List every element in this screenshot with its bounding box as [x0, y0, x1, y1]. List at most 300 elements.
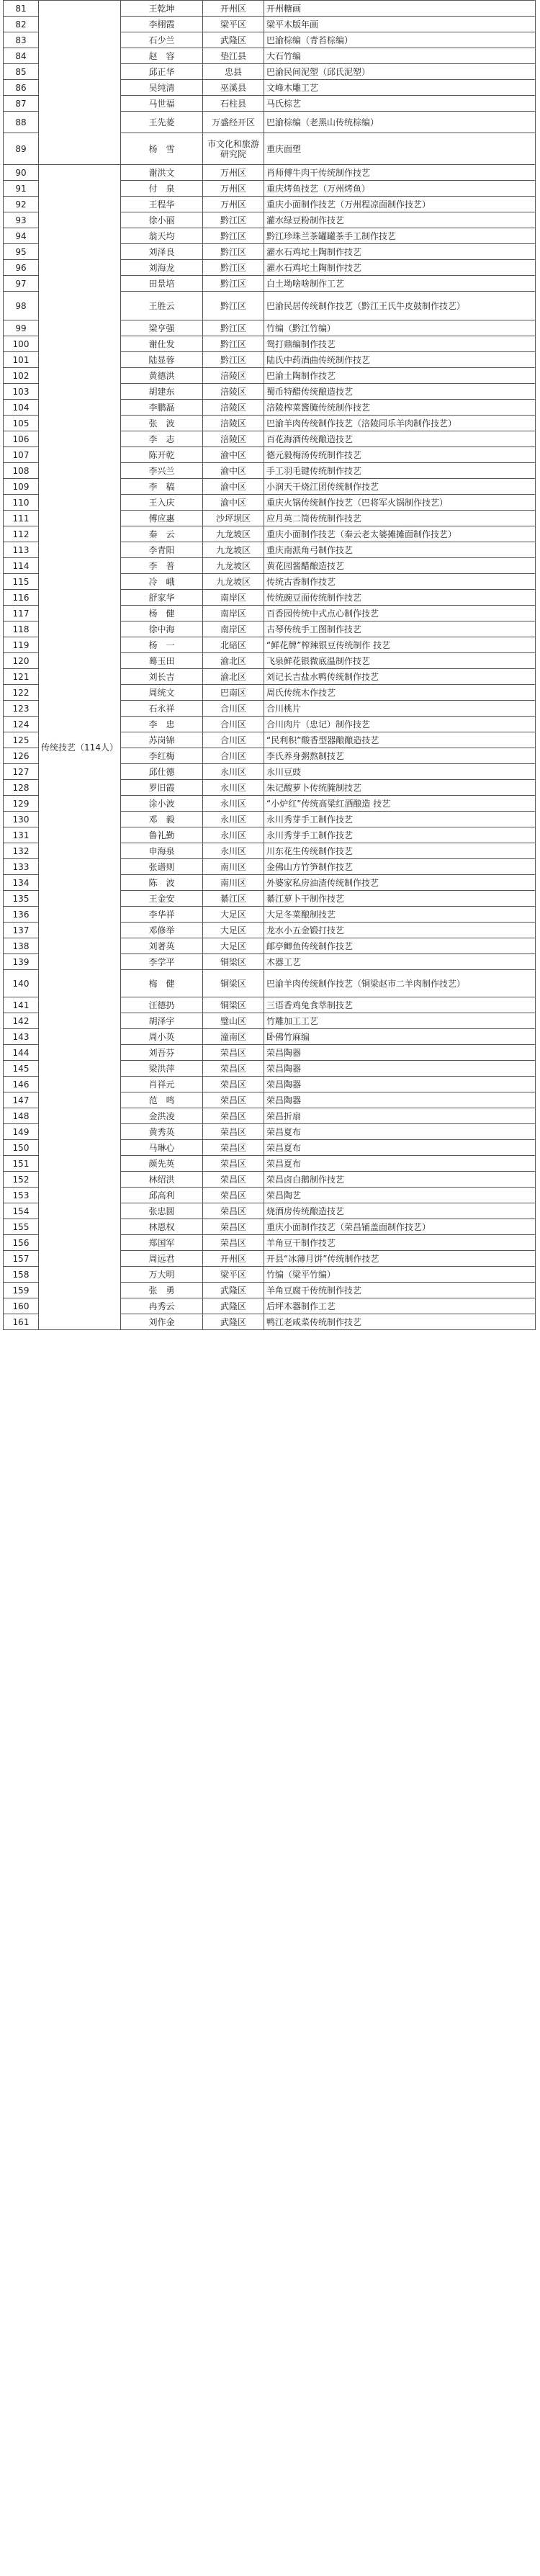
row-number: 148 — [4, 1108, 39, 1124]
row-number: 114 — [4, 558, 39, 574]
row-number: 125 — [4, 732, 39, 748]
project-cell: 小润天干烧江团传统制作技艺 — [264, 479, 536, 495]
inheritor-name-text: 胡泽宇 — [148, 1015, 175, 1026]
inheritor-name — [121, 1314, 203, 1330]
project-cell: 烧酒房传统酿造技艺 — [264, 1203, 536, 1219]
inheritor-name-text: 梁亨强 — [148, 323, 175, 333]
project-cell: 三语香鸡兔食萃制技艺 — [264, 997, 536, 1013]
row-number: 128 — [4, 780, 39, 796]
region-cell: 梁平区 — [203, 1267, 264, 1283]
row-number: 113 — [4, 542, 39, 558]
inheritor-name — [121, 938, 203, 954]
row-number: 91 — [4, 181, 39, 197]
project-cell: 荣昌夏布 — [264, 1140, 536, 1156]
region-cell: 巫溪县 — [203, 80, 264, 96]
region-cell: 大足区 — [203, 923, 264, 938]
row-number: 131 — [4, 827, 39, 843]
region-cell: 忠县 — [203, 64, 264, 80]
project-cell: 黄花园酱醋酿造技艺 — [264, 558, 536, 574]
project-cell: 手工羽毛键传统制作技艺 — [264, 463, 536, 479]
inheritor-name — [121, 526, 203, 542]
row-number: 126 — [4, 748, 39, 764]
inheritor-name-text: 周远君 — [148, 1253, 175, 1264]
region-cell: 铜梁区 — [203, 954, 264, 970]
project-cell: 合川肉片（忠记）制作技艺 — [264, 717, 536, 732]
inheritor-name — [121, 875, 203, 891]
heritage-inheritor-table — [3, 0, 536, 1330]
inheritor-name — [121, 653, 203, 669]
row-number: 103 — [4, 384, 39, 400]
project-cell: 巴渝羊肉传统制作技艺（铜梁赵市二羊肉制作技艺） — [264, 970, 536, 997]
row-number: 117 — [4, 606, 39, 621]
project-cell: 灌水绿豆粉制作技艺 — [264, 212, 536, 228]
region-cell: 黔江区 — [203, 276, 264, 292]
row-number: 111 — [4, 511, 39, 526]
inheritor-name-text: 翁天均 — [148, 230, 175, 241]
inheritor-name — [121, 1013, 203, 1029]
project-cell: 百花海酒传统酿造技艺 — [264, 431, 536, 447]
region-cell: 铜梁区 — [203, 997, 264, 1013]
project-cell: 陆氏中药酒曲传统制作技艺 — [264, 352, 536, 368]
inheritor-name-text: 李兴兰 — [148, 465, 175, 476]
region-cell: 合川区 — [203, 701, 264, 717]
region-cell: 九龙坡区 — [203, 542, 264, 558]
row-number: 156 — [4, 1235, 39, 1251]
region-cell: 北碚区 — [203, 637, 264, 653]
region-cell: 荣昌区 — [203, 1203, 264, 1219]
row-number: 115 — [4, 574, 39, 590]
row-number: 138 — [4, 938, 39, 954]
region-cell: 荣昌区 — [203, 1108, 264, 1124]
region-cell: 渝中区 — [203, 463, 264, 479]
project-cell: 濯水石鸡坨土陶制作技艺 — [264, 244, 536, 260]
inheritor-name — [121, 276, 203, 292]
project-cell: 大石竹编 — [264, 48, 536, 64]
project-cell: 传统古香制作技艺 — [264, 574, 536, 590]
row-number: 110 — [4, 495, 39, 511]
region-cell: 黔江区 — [203, 212, 264, 228]
row-number: 116 — [4, 590, 39, 606]
project-cell: 巴渝羊肉传统制作技艺（涪陵同乐羊肉制作技艺） — [264, 416, 536, 431]
inheritor-name — [121, 431, 203, 447]
row-number: 119 — [4, 637, 39, 653]
inheritor-name-text: 邓修举 — [148, 925, 175, 935]
row-number: 88 — [4, 112, 39, 133]
inheritor-name — [121, 495, 203, 511]
inheritor-name-text: 刘作金 — [148, 1316, 175, 1327]
row-number: 122 — [4, 685, 39, 701]
row-number: 144 — [4, 1045, 39, 1061]
row-number: 124 — [4, 717, 39, 732]
inheritor-name — [121, 748, 203, 764]
inheritor-name — [121, 511, 203, 526]
row-number: 95 — [4, 244, 39, 260]
project-cell: 外婆家私房油渣传统制作技艺 — [264, 875, 536, 891]
inheritor-name-text: 金洪凌 — [148, 1110, 175, 1121]
row-number: 154 — [4, 1203, 39, 1219]
region-cell: 渝北区 — [203, 653, 264, 669]
inheritor-name — [121, 352, 203, 368]
project-cell: 永川秀芽手工制作技艺 — [264, 812, 536, 827]
project-cell: 竹编（梁平竹编） — [264, 1267, 536, 1283]
inheritor-name-text: 李红梅 — [148, 750, 175, 761]
inheritor-name — [121, 1172, 203, 1188]
inheritor-name — [121, 48, 203, 64]
inheritor-name — [121, 997, 203, 1013]
project-cell: 刘记长吉盐水鸭传统制作技艺 — [264, 669, 536, 685]
inheritor-name-text: 万大明 — [148, 1269, 175, 1280]
region-cell: 涪陵区 — [203, 368, 264, 384]
inheritor-name-text: 范 鸣 — [148, 1095, 175, 1105]
row-number: 96 — [4, 260, 39, 276]
region-cell: 荣昌区 — [203, 1140, 264, 1156]
inheritor-name-text: 张 波 — [148, 418, 175, 428]
project-cell: 金佛山方竹笋制作技艺 — [264, 859, 536, 875]
inheritor-name-text: 周小英 — [148, 1031, 175, 1042]
inheritor-name — [121, 1, 203, 17]
region-cell: 永川区 — [203, 764, 264, 780]
table-row — [4, 1, 536, 17]
inheritor-name — [121, 970, 203, 997]
project-cell: 羊角豆腐干传统制作技艺 — [264, 1283, 536, 1298]
inheritor-name-text: 苏岗锦 — [148, 735, 175, 745]
region-cell: 荣昌区 — [203, 1156, 264, 1172]
category-cell: 传统技艺（114人） — [39, 165, 121, 1330]
region-cell: 渝中区 — [203, 447, 264, 463]
inheritor-name-text: 邱高利 — [148, 1190, 175, 1201]
inheritor-name — [121, 17, 203, 32]
inheritor-name-text: 陈开乾 — [148, 449, 175, 460]
inheritor-name — [121, 717, 203, 732]
region-cell: 荣昌区 — [203, 1077, 264, 1092]
row-number: 161 — [4, 1314, 39, 1330]
region-cell: 潼南区 — [203, 1029, 264, 1045]
inheritor-name-text: 李 稿 — [148, 481, 175, 492]
row-number: 136 — [4, 907, 39, 923]
row-number: 155 — [4, 1219, 39, 1235]
project-cell: 巴渝棕编（老黑山传统棕编） — [264, 112, 536, 133]
inheritor-name-text: 周统文 — [148, 687, 175, 698]
project-cell: “鲜花牌”榨辣银豆传统制作 技艺 — [264, 637, 536, 653]
region-cell: 万州区 — [203, 165, 264, 181]
inheritor-name — [121, 1283, 203, 1298]
inheritor-name — [121, 1045, 203, 1061]
region-cell: 梁平区 — [203, 17, 264, 32]
region-cell: 荣昌区 — [203, 1235, 264, 1251]
inheritor-name-text: 马琳心 — [148, 1142, 175, 1153]
project-cell: 荣昌陶器 — [264, 1077, 536, 1092]
inheritor-name — [121, 1219, 203, 1235]
project-cell: 荣昌折扇 — [264, 1108, 536, 1124]
region-cell: 万州区 — [203, 181, 264, 197]
project-cell: 荣昌陶艺 — [264, 1188, 536, 1203]
inheritor-name — [121, 181, 203, 197]
inheritor-name — [121, 336, 203, 352]
inheritor-name-text: 涂小波 — [148, 798, 175, 809]
row-number: 142 — [4, 1013, 39, 1029]
inheritor-name — [121, 165, 203, 181]
inheritor-name-text: 石永祥 — [148, 703, 175, 714]
project-cell: 竹编（黔江竹编） — [264, 320, 536, 336]
row-number: 143 — [4, 1029, 39, 1045]
project-cell: 蜀币特醋传统酿造技艺 — [264, 384, 536, 400]
row-number: 160 — [4, 1298, 39, 1314]
region-cell: 黔江区 — [203, 320, 264, 336]
project-cell: 龙水小五金锻打技艺 — [264, 923, 536, 938]
inheritor-name-text: 王乾坤 — [148, 3, 175, 14]
inheritor-name — [121, 827, 203, 843]
project-cell: 邮亭鲫鱼传统制作技艺 — [264, 938, 536, 954]
inheritor-name-text: 王胜云 — [148, 300, 175, 311]
region-cell: 永川区 — [203, 812, 264, 827]
region-cell: 涪陵区 — [203, 400, 264, 416]
inheritor-name-text: 胡建东 — [148, 386, 175, 397]
region-cell: 九龙坡区 — [203, 558, 264, 574]
inheritor-name-text: 王金安 — [148, 893, 175, 904]
region-cell: 永川区 — [203, 780, 264, 796]
inheritor-name-text: 冷 峨 — [148, 576, 175, 587]
inheritor-name — [121, 796, 203, 812]
region-cell: 涪陵区 — [203, 384, 264, 400]
inheritor-name — [121, 780, 203, 796]
inheritor-name-text: 李 普 — [148, 560, 175, 571]
project-cell: 德元毅梅汤传统制作技艺 — [264, 447, 536, 463]
project-cell: 荣昌陶器 — [264, 1061, 536, 1077]
inheritor-name — [121, 400, 203, 416]
project-cell: 重庆烤鱼技艺（万州烤鱼） — [264, 181, 536, 197]
inheritor-name — [121, 133, 203, 165]
row-number: 81 — [4, 1, 39, 17]
region-cell: 永川区 — [203, 796, 264, 812]
inheritor-name — [121, 1124, 203, 1140]
inheritor-name — [121, 320, 203, 336]
inheritor-name-text: 王先菱 — [148, 117, 175, 127]
inheritor-name — [121, 1061, 203, 1077]
region-cell: 涪陵区 — [203, 416, 264, 431]
project-cell: 重庆小面制作技艺（万州程凉面制作技艺） — [264, 197, 536, 212]
row-number: 105 — [4, 416, 39, 431]
row-number: 123 — [4, 701, 39, 717]
inheritor-name-text: 李青阳 — [148, 544, 175, 555]
inheritor-name-text: 李栩霞 — [148, 19, 175, 30]
inheritor-name — [121, 228, 203, 244]
inheritor-name — [121, 701, 203, 717]
project-cell: 飞泉鲜花银微底温制作技艺 — [264, 653, 536, 669]
region-cell: 市文化和旅游研究院 — [203, 133, 264, 165]
inheritor-name-text: 李鹏磊 — [148, 402, 175, 413]
row-number: 112 — [4, 526, 39, 542]
inheritor-name-text: 邓 毅 — [148, 814, 175, 825]
inheritor-name-text: 付 泉 — [148, 183, 175, 194]
inheritor-name — [121, 112, 203, 133]
row-number: 94 — [4, 228, 39, 244]
inheritor-name — [121, 197, 203, 212]
inheritor-name-text: 秦 云 — [148, 529, 175, 539]
region-cell: 永川区 — [203, 843, 264, 859]
inheritor-name-text: 李华祥 — [148, 909, 175, 920]
row-number: 151 — [4, 1156, 39, 1172]
inheritor-name-text: 汪德扔 — [148, 1000, 175, 1010]
inheritor-name — [121, 732, 203, 748]
region-cell: 南岸区 — [203, 621, 264, 637]
row-number: 140 — [4, 970, 39, 997]
inheritor-name-text: 田景培 — [148, 278, 175, 289]
inheritor-name-text: 郑国军 — [148, 1237, 175, 1248]
region-cell: 合川区 — [203, 732, 264, 748]
inheritor-name-text: 颜先英 — [148, 1158, 175, 1169]
project-cell: 李氏养身粥熬制技艺 — [264, 748, 536, 764]
row-number: 127 — [4, 764, 39, 780]
inheritor-name — [121, 923, 203, 938]
inheritor-name-text: 刘长吉 — [148, 671, 175, 682]
region-cell: 九龙坡区 — [203, 526, 264, 542]
row-number: 101 — [4, 352, 39, 368]
inheritor-name-text: 罗旧霞 — [148, 782, 175, 793]
region-cell: 九龙坡区 — [203, 574, 264, 590]
inheritor-name — [121, 1077, 203, 1092]
region-cell: 大足区 — [203, 938, 264, 954]
inheritor-name-text: 鲁礼勤 — [148, 830, 175, 840]
row-number: 118 — [4, 621, 39, 637]
project-cell: 巴渝棕编（青苔棕编） — [264, 32, 536, 48]
inheritor-name — [121, 1140, 203, 1156]
project-cell: 重庆小面制作技艺（荣昌铺盖面制作技艺） — [264, 1219, 536, 1235]
region-cell: 璧山区 — [203, 1013, 264, 1029]
inheritor-name-text: 黄德洪 — [148, 370, 175, 381]
row-number: 133 — [4, 859, 39, 875]
inheritor-name — [121, 1298, 203, 1314]
inheritor-name-text: 邱正华 — [148, 66, 175, 77]
inheritor-name-text: 徐中海 — [148, 624, 175, 634]
inheritor-name-text: 申海泉 — [148, 845, 175, 856]
inheritor-name — [121, 542, 203, 558]
region-cell: 武隆区 — [203, 1298, 264, 1314]
row-number: 98 — [4, 292, 39, 320]
row-number: 109 — [4, 479, 39, 495]
inheritor-name-text: 赵 容 — [148, 50, 175, 61]
project-cell: 荣昌夏布 — [264, 1124, 536, 1140]
region-cell: 铜梁区 — [203, 970, 264, 997]
inheritor-name-text: 王入庆 — [148, 497, 175, 508]
project-cell: 卧佛竹麻编 — [264, 1029, 536, 1045]
region-cell: 黔江区 — [203, 336, 264, 352]
region-cell: 万盛经开区 — [203, 112, 264, 133]
row-number: 107 — [4, 447, 39, 463]
row-number: 145 — [4, 1061, 39, 1077]
region-cell: 万州区 — [203, 197, 264, 212]
project-cell: 荣昌陶器 — [264, 1092, 536, 1108]
inheritor-name — [121, 574, 203, 590]
region-cell: 武隆区 — [203, 1314, 264, 1330]
inheritor-name-text: 杨 健 — [148, 608, 175, 619]
inheritor-name — [121, 1156, 203, 1172]
inheritor-name-text: 林绍洪 — [148, 1174, 175, 1185]
row-number: 134 — [4, 875, 39, 891]
row-number: 93 — [4, 212, 39, 228]
inheritor-name — [121, 606, 203, 621]
row-number: 85 — [4, 64, 39, 80]
inheritor-name-text: 杨 雪 — [148, 143, 175, 154]
project-cell: 周氏传统木作技艺 — [264, 685, 536, 701]
row-number: 130 — [4, 812, 39, 827]
region-cell: 南岸区 — [203, 590, 264, 606]
project-cell: 巴渝民居传统制作技艺（黔江王氏牛皮鼓制作技艺） — [264, 292, 536, 320]
inheritor-name-text: 黄秀英 — [148, 1126, 175, 1137]
inheritor-name-text: 舒家华 — [148, 592, 175, 603]
project-cell: 綦江萝卜干制作技艺 — [264, 891, 536, 907]
project-cell: 永川豆豉 — [264, 764, 536, 780]
row-number: 104 — [4, 400, 39, 416]
row-number: 84 — [4, 48, 39, 64]
inheritor-name-text: 冉秀云 — [148, 1301, 175, 1311]
row-number: 106 — [4, 431, 39, 447]
project-cell: 马氏棕艺 — [264, 96, 536, 112]
project-cell: 梁平木版年画 — [264, 17, 536, 32]
project-cell: 应月英二筒传统制作技艺 — [264, 511, 536, 526]
project-cell: 木器工艺 — [264, 954, 536, 970]
project-cell: 濯水石鸡坨土陶制作技艺 — [264, 260, 536, 276]
region-cell: 綦江区 — [203, 891, 264, 907]
row-number: 159 — [4, 1283, 39, 1298]
project-cell: 开州糖画 — [264, 1, 536, 17]
region-cell: 南川区 — [203, 875, 264, 891]
inheritor-name — [121, 260, 203, 276]
project-cell: 羊角豆干制作技艺 — [264, 1235, 536, 1251]
region-cell: 黔江区 — [203, 352, 264, 368]
region-cell: 荣昌区 — [203, 1124, 264, 1140]
project-cell: 鸭江老咸菜传统制作技艺 — [264, 1314, 536, 1330]
inheritor-name — [121, 669, 203, 685]
inheritor-name — [121, 463, 203, 479]
table-row — [4, 165, 536, 181]
inheritor-name-text: 谢洪文 — [148, 167, 175, 178]
region-cell: 合川区 — [203, 717, 264, 732]
project-cell: 涪陵榨菜酱腌传统制作技艺 — [264, 400, 536, 416]
project-cell: 传统豌豆面传统制作技艺 — [264, 590, 536, 606]
row-number: 153 — [4, 1188, 39, 1203]
inheritor-name — [121, 1267, 203, 1283]
category-cell-continued — [39, 1, 121, 165]
row-number: 139 — [4, 954, 39, 970]
inheritor-name-text: 王程华 — [148, 199, 175, 210]
region-cell: 武隆区 — [203, 32, 264, 48]
inheritor-name — [121, 447, 203, 463]
row-number: 99 — [4, 320, 39, 336]
inheritor-name — [121, 907, 203, 923]
region-cell: 渝中区 — [203, 495, 264, 511]
inheritor-name — [121, 244, 203, 260]
project-cell: 肖师傅牛肉干传统制作技艺 — [264, 165, 536, 181]
region-cell: 巴南区 — [203, 685, 264, 701]
inheritor-name — [121, 368, 203, 384]
region-cell: 荣昌区 — [203, 1172, 264, 1188]
row-number: 97 — [4, 276, 39, 292]
row-number: 152 — [4, 1172, 39, 1188]
inheritor-name-text: 陆显蓉 — [148, 354, 175, 365]
project-cell: “小炉红”传统高粱红酒酿造 技艺 — [264, 796, 536, 812]
project-cell: 重庆火锅传统制作技艺（巴将军火锅制作技艺） — [264, 495, 536, 511]
row-number: 90 — [4, 165, 39, 181]
project-cell: 荣昌陶器 — [264, 1045, 536, 1061]
inheritor-name-text: 林恩权 — [148, 1221, 175, 1232]
row-number: 82 — [4, 17, 39, 32]
region-cell: 黔江区 — [203, 228, 264, 244]
inheritor-name-text: 张 勇 — [148, 1285, 175, 1296]
inheritor-name — [121, 764, 203, 780]
inheritor-name — [121, 812, 203, 827]
inheritor-name — [121, 558, 203, 574]
project-cell: 巴渝民间泥塑（邱氏泥塑） — [264, 64, 536, 80]
